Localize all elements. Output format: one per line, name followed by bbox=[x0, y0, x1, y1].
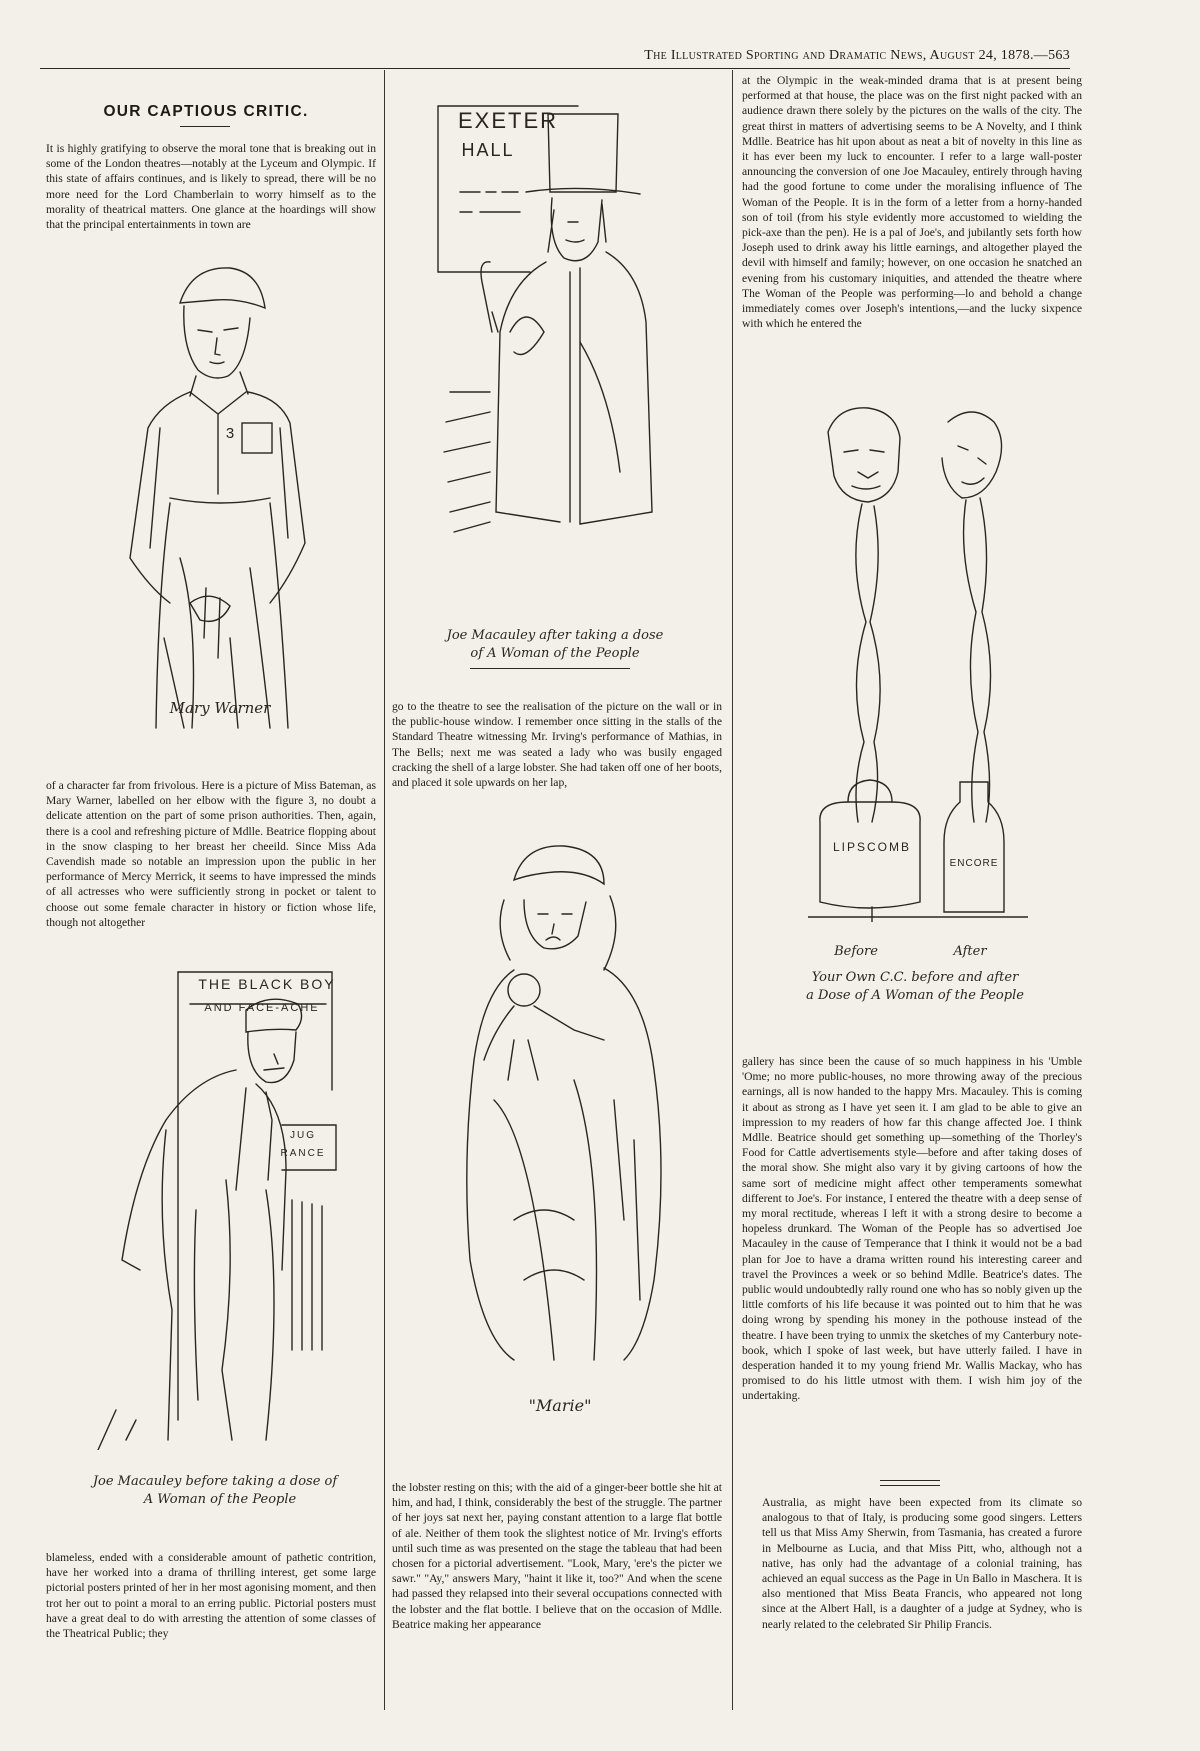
figure-caption: "Marie" bbox=[528, 1396, 592, 1415]
article-paragraph: of a character far from frivolous. Here is a picture of Miss Bateman, as Mary Warner, labelled on her elbow with the figure 3, no doubt a delicate attention on the part of some prison authorities. Then, again, there is a cool and refreshing picture of Mdlle. Beatrice flopping about in the snow clasping to her breast her cheeild. Since Miss Ada Cavendish made so notable an impression upon the public in her performance of Mercy Merrick, it seems to have impressed the minds of all actresses who were sufficiently strong in pocket or talent to choose out some female character in history or fiction whose life, though not altogether bbox=[46, 779, 376, 929]
column-rule bbox=[384, 70, 385, 1710]
sign-text: RANCE bbox=[280, 1148, 326, 1159]
article-paragraph: gallery has since been the cause of so much happiness in his 'Umble 'Ome; no more public-houses, no more throwing away of the precious earnings, all is now handed to the happy Mrs. Macauley. This is coming it about as strong as I have yet seen it. I am glad to be able to give an impression to my readers of how far this change affected Joe. I think Mdlle. Beatrice should get something up—something of the Thorley's Food for Cattle advertisements style—before and after taking doses of the moral show. She might also vary it by giving cartoons of how the same sort of medicine might affect other temperaments somewhat different to Joe's. For instance, I entered the theatre with a deep sense of my moral rectitude, whereas I left it with a strong desire to become a hopeless drunkard. The Woman of the People has so advertised Joe Macauley in the cause of Temperance that I think it would not be a bad plan for Joe to have a drama written round his interesting career and travel the Provinces a week or so behind Mdlle. Beatrice's dates. The public would undoubtedly rally round one who has so nobly given up the little comforts of his life because it was pointed out to him that he was doing wrong by spending his money in the pothouse instead of the theatre. I have been trying to unmix the sketches of my Canterbury note-book, which I spoke of last week, but have utterly failed. I have in desperation handed it to my young friend Mr. Wallis Mackay, who has promised to do his little utmost with them. I wish him joy of the undertaking. bbox=[742, 1055, 1082, 1403]
figure-caption: a Dose of A Woman of the People bbox=[806, 988, 1024, 1003]
figure-caption: A Woman of the People bbox=[143, 1492, 297, 1507]
illustration-exeter-hall bbox=[430, 92, 690, 542]
figure-caption: Joe Macauley after taking a dose bbox=[446, 628, 664, 643]
article-paragraph: the lobster resting on this; with the aid of a ginger-beer bottle she hit at him, and had, I think, considerably the best of the struggle. The partner of her joys sat next her, paying constant attention to a large flat bottle of ale. Neither of them took the slightest notice of Mr. Irving's efforts until such time as was presented on the stage the tableau that had been chosen for a pictorial advertisement. "Look, Mary, 'ere's the picter we sawr." "Ay," answers Mary, "haint it like it, too?" And when the scene had passed they relapsed into their several occupations connected with the lobster and the flat bottle. I believe that on the occasion of Mdlle. Beatrice making her appearance bbox=[392, 1481, 722, 1631]
caption-rule bbox=[470, 668, 630, 669]
bottle-label: ENCORE bbox=[949, 858, 999, 869]
figure-caption: of A Woman of the People bbox=[470, 646, 640, 661]
article-paragraph: at the Olympic in the weak-minded drama that is at present being performed at that house, the place was on the first night packed with an audience drawn there solely by the pictures on the walls of the city. The great thirst in matters of advertising seems to be A Novelty, and I think Mdlle. Beatrice has hit upon about as neat a bit of novelty in this line as it has ever been my luck to encounter. I refer to a large wall-poster announcing the conversion of one Joe Macauley, entirely through having had the good fortune to come under the moralising influence of The Woman of the People. It is in the form of a letter from a horny-handed son of toil (from his style evidently more accustomed to wielding the pick-axe than the pen). He is a pal of Joe's, and jubilantly sets forth how Joseph used to drink away his little earnings, and altogether played the devil with himself and family; however, on one occasion he snatched an evening from his customary iniquities, and attended the theatre where The Woman of the People was performing—lo and behold a change immediately comes over Joseph's intentions,—and the lucky sixpence with which he entered the bbox=[742, 74, 1082, 331]
article-headline: OUR CAPTIOUS CRITIC. bbox=[103, 103, 309, 120]
figure-caption: Mary Warner bbox=[169, 699, 271, 717]
masthead-rule bbox=[40, 68, 1070, 69]
headline-rule bbox=[180, 126, 230, 127]
article-paragraph: Australia, as might have been expected from its climate so analogous to that of Italy, is producing some good singers. Letters tell us that Miss Amy Sherwin, from Tasmania, has created a furore in Melbourne as Lucia, and that Miss Pitt, who, although not a native, has only had the advantage of a colonial training, has achieved an equal success as the Page in Un Ballo in Maschera. It is also mentioned that Miss Beata Francis, who appeared not long since at the Albert Hall, is a daughter of a judge at Sydney, who is nearly related to the celebrated Sir Philip Francis. bbox=[762, 1496, 1082, 1631]
sign-text: AND FACE-ACHE bbox=[204, 1002, 320, 1014]
before-label: Before bbox=[834, 944, 878, 959]
sign-text: JUG bbox=[290, 1130, 316, 1141]
figure-caption: Joe Macauley before taking a dose of bbox=[92, 1474, 338, 1489]
after-label: After bbox=[953, 944, 987, 959]
sign-text: EXETER bbox=[457, 108, 559, 133]
section-rule bbox=[880, 1485, 940, 1486]
figure-caption: Your Own C.C. before and after bbox=[811, 970, 1019, 985]
illustration-black-boy bbox=[96, 970, 346, 1450]
masthead: The Illustrated Sporting and Dramatic News, August 24, 1878.—563 bbox=[644, 48, 1070, 63]
illustration-critic-before-after bbox=[808, 402, 1028, 922]
article-paragraph: It is highly gratifying to observe the moral tone that is breaking out in some of the London theatres—notably at the Lyceum and Olympic. If this state of affairs continues, and is likely to spread, there will be no more need for the Lord Chamberlain to worry himself as to the morality of theatrical matters. One glance at the hoardings will show that the principal entertainments in town are bbox=[46, 142, 376, 232]
armband-number: 3 bbox=[225, 425, 235, 442]
sign-text: HALL bbox=[461, 140, 515, 160]
illustration-mary-warner bbox=[120, 258, 320, 740]
section-rule bbox=[880, 1480, 940, 1481]
illustration-marie bbox=[454, 840, 684, 1370]
article-paragraph: go to the theatre to see the realisation of the picture on the wall or in the public-house window. I remember once sitting in the stalls of the Standard Theatre witnessing Mr. Irving's performance of Mathias, in The Bells; next me was seated a lady who was busily engaged cracking the shell of a large lobster. She had taken off one of her boots, and placed it sole upwards on her lap, bbox=[392, 700, 722, 790]
sign-text: THE BLACK BOY bbox=[198, 976, 336, 992]
column-rule bbox=[732, 70, 733, 1710]
article-paragraph: blameless, ended with a considerable amount of pathetic contrition, have her worked into a drama of thrilling interest, get some large pictorial posters printed of her in her most agonising moment, and then trot her out to point a moral to an erring public. Pictorial posters must have a great deal to do with arresting the attention of some classes of the Theatrical Public; they bbox=[46, 1551, 376, 1641]
jar-label: LIPSCOMB bbox=[832, 840, 911, 854]
